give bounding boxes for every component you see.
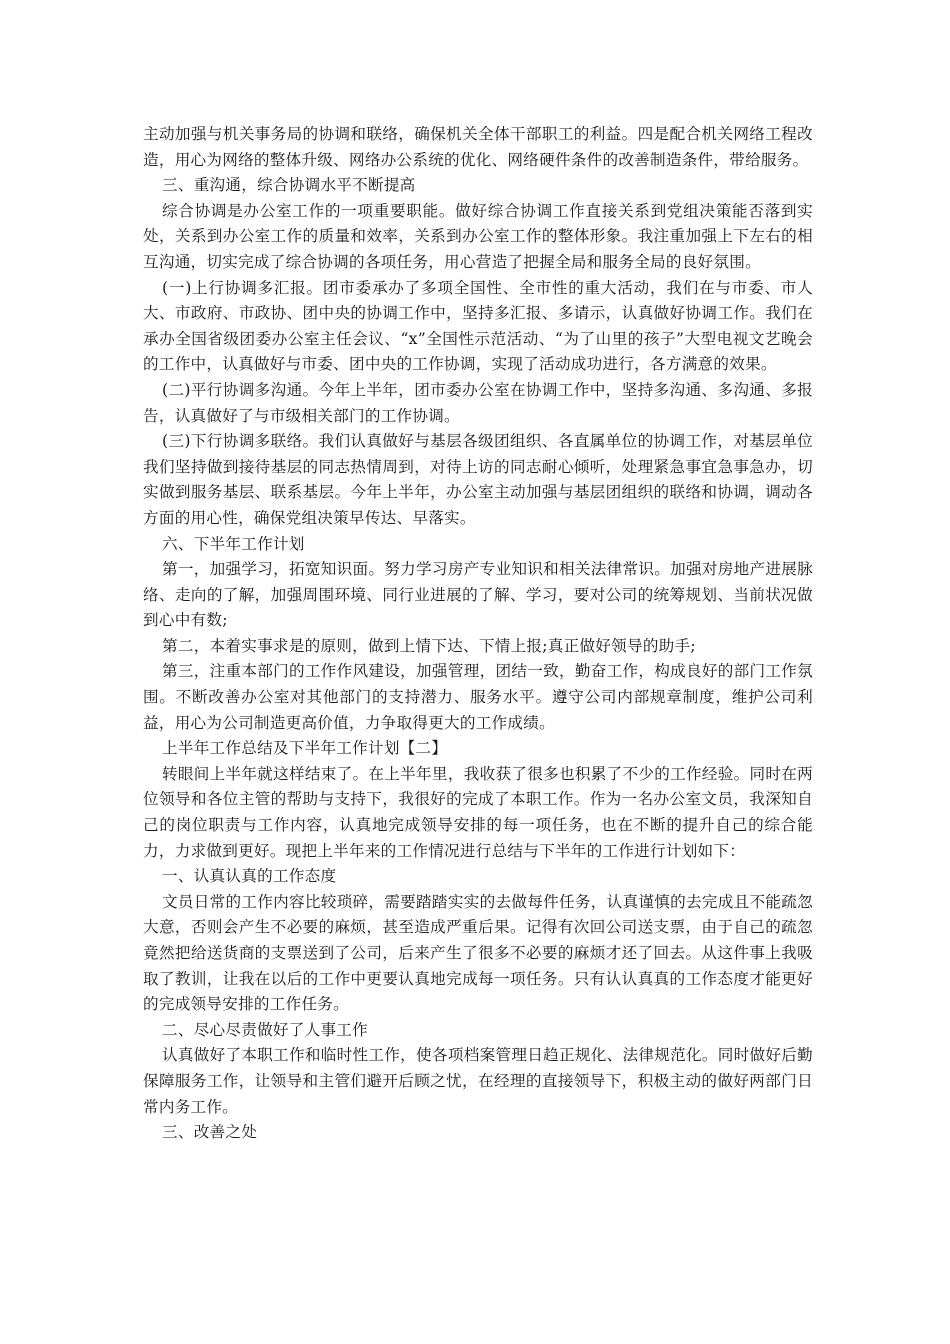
article-title-two: 上半年工作总结及下半年工作计划【二】 [162,739,448,758]
paragraph-upward-coordination: (一)上行协调多汇报。团市委承办了多项全国性、全市性的重大活动，我们在与市委、市人大、市政府、市政协、团中央的协调工作中，坚持多汇报、多请示，认真做好协调工作。我们在承办全国省级团委办公室主任会议、“x”全国性示范活动、“为了山里的孩子”大型电视文艺晚会的工作中，认真做好与市委、团中央的工作协调，实现了活动成功进行，各方满意的效果。 [143,278,813,374]
section-heading-attitude: 一、认真认真的工作态度 [162,867,337,886]
paragraph-plan-third: 第三，注重本部门的工作作风建设，加强管理，团结一致，勤奋工作，构成良好的部门工作氛围。不断改善办公室对其他部门的支持潜力、服务水平。遵守公司内部规章制度，维护公司利益，用心为公司制造更高价值，力争取得更大的工作成绩。 [143,662,813,732]
paragraph-coordination-intro: 综合协调是办公室工作的一项重要职能。做好综合协调工作直接关系到党组决策能否落到实处，关系到办公室工作的质量和效率，关系到办公室工作的整体形象。我注重加强上下左右的相互沟通，切实完成了综合协调的各项任务，用心营造了把握全局和服务全局的良好氛围。 [143,201,813,271]
paragraph-attitude: 文员日常的工作内容比较琐碎，需要踏踏实实的去做每件任务，认真谨慎的去完成且不能疏忽大意，否则会产生不必要的麻烦，甚至造成严重后果。记得有次回公司送支票，由于自己的疏忽竟然把给送货商的支票送到了公司，后来产生了很多不必要的麻烦才还了回去。从这件事上我吸取了教训，让我在以后的工作中更要认真地完成每一项任务。只有认认真真的工作态度才能更好的完成领导安排的工作任务。 [143,892,813,1014]
paragraph-plan-second: 第二，本着实事求是的原则，做到上情下达、下情上报;真正做好领导的助手; [162,636,696,655]
paragraph-plan-first: 第一，加强学习，拓宽知识面。努力学习房产专业知识和相关法律常识。加强对房地产进展脉络、走向的了解，加强周围环境、同行业进展的了解、学习，要对公司的统筹规划、当前状况做到心中有数; [143,560,813,630]
section-heading-personnel: 二、尽心尽责做好了人事工作 [162,1020,368,1039]
paragraph-article-intro: 转眼间上半年就这样结束了。在上半年里，我收获了很多也积累了不少的工作经验。同时在两位领导和各位主管的帮助与支持下，我很好的完成了本职工作。作为一名办公室文员，我深知自己的岗位职责与工作内容，认真地完成领导安排的每一项任务，也在不断的提升自己的综合能力，力求做到更好。现把上半年来的工作情况进行总结与下半年的工作进行计划如下： [143,764,813,860]
paragraph-downward-coordination: (三)下行协调多联络。我们认真做好与基层各级团组织、各直属单位的协调工作，对基层单位我们坚持做到接待基层的同志热情周到，对待上访的同志耐心倾听，处理紧急事宜急事急办，切实做到服务基层、联系基层。今年上半年，办公室主动加强与基层团组织的联络和协调，调动各方面的用心性，确保党组决策早传达、早落实。 [143,432,813,527]
paragraph-parallel-coordination: (二)平行协调多沟通。今年上半年，团市委办公室在协调工作中，坚持多沟通、多沟通、多报告，认真做好了与市级相关部门的工作协调。 [143,380,813,425]
paragraph-continuation: 主动加强与机关事务局的协调和联络，确保机关全体干部职工的利益。四是配合机关网络工程改造，用心为网络的整体升级、网络办公系统的优化、网络硬件条件的改善制造条件，带给服务。 [143,125,813,169]
paragraph-personnel: 认真做好了本职工作和临时性工作，使各项档案管理日趋正规化、法律规范化。同时做好后勤保障服务工作，让领导和主管们避开后顾之忧，在经理的直接领导下，积极主动的做好两部门日常内务工作。 [143,1046,813,1116]
section-heading-coordination: 三、重沟通，综合协调水平不断提高 [162,176,416,195]
section-heading-plan: 六、下半年工作计划 [162,534,305,553]
document-page [143,122,813,1146]
section-heading-improvement: 三、改善之处 [162,1123,258,1142]
